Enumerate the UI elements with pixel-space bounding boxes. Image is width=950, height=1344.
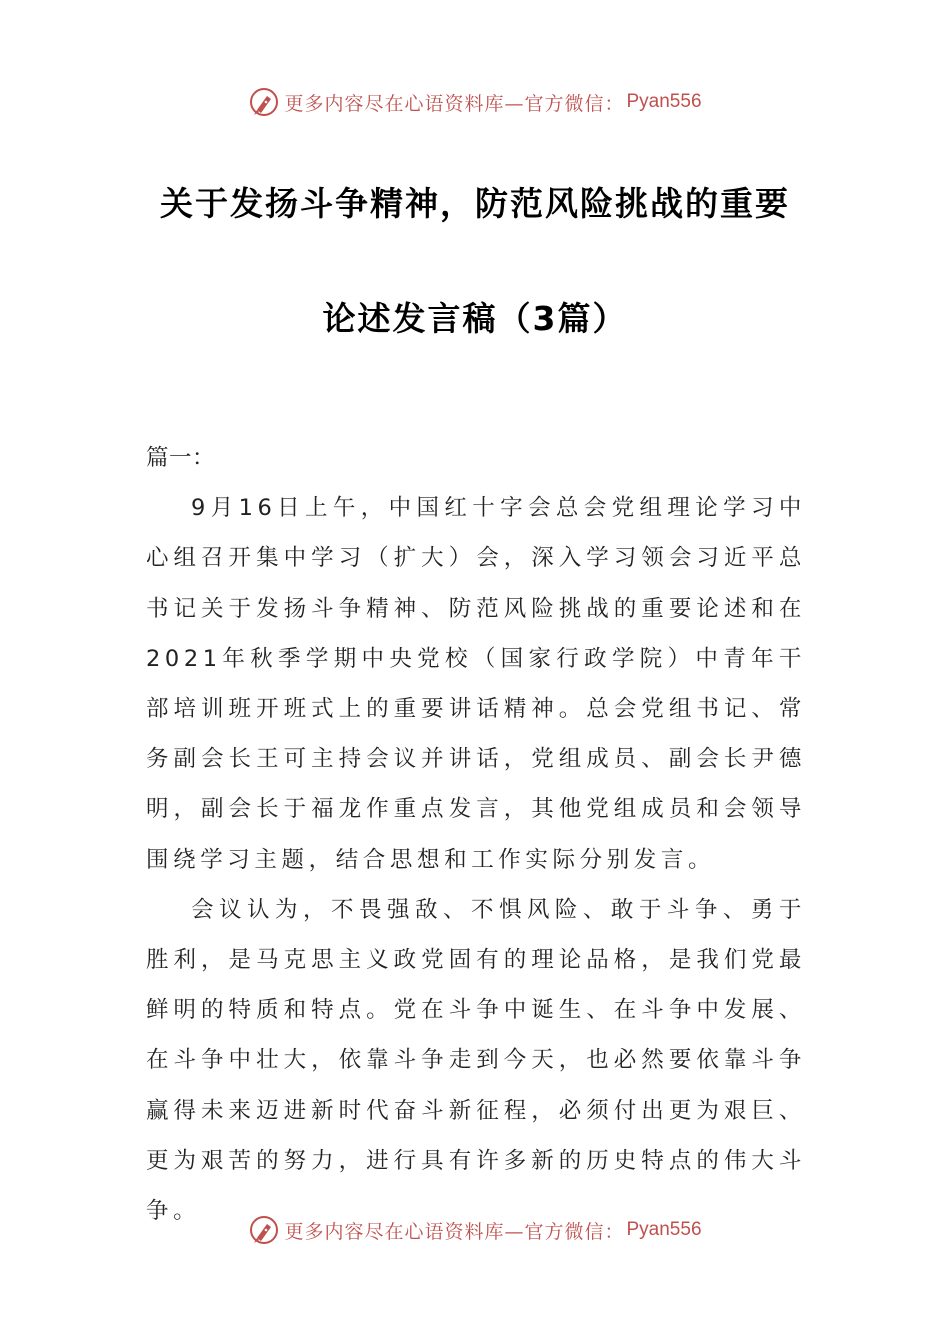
section-label: 篇一： (146, 445, 216, 471)
paragraph-2: 会议认为，不畏强敌、不惧风险、敢于斗争、勇于胜利，是马克思主义政党固有的理论品格，是我们党最鲜明的特质和特点。党在斗争中诞生、在斗争中发展、在斗争中壮大，依靠斗争走到今天，也必然要依靠斗争赢得未来迈进新时代奋斗新征程，必须付出更为艰巨、更为艰苦的努力，进行具有许多新的历史特点的伟大斗争。 (146, 896, 806, 1225)
watermark-wechat-id: Pyan556 (626, 1219, 702, 1240)
watermark-text: 更多内容尽在心语资料库—官方微信： (284, 92, 625, 115)
footer-watermark (0, 1210, 950, 1250)
paragraph-1: 9月16日上午，中国红十字会总会党组理论学习中心组召开集中学习（扩大）会，深入学习领会习近平总书记关于发扬斗争精神、防范风险挑战的重要论述和在2021年秋季学期中央党校（国家行政学院）中青年干部培训班开班式上的重要讲话精神。总会党组书记、常务副会长王可主持会议并讲话，党组成员、副会长尹德明，副会长于福龙作重点发言，其他党组成员和会领导围绕学习主题，结合思想和工作实际分别发言。 (146, 495, 806, 873)
document-body (146, 433, 806, 1236)
pen-nib-icon (248, 86, 280, 118)
watermark-text: 更多内容尽在心语资料库—官方微信： (284, 1220, 625, 1243)
pen-nib-icon (248, 1214, 280, 1246)
document-title-line2: 论述发言稿（3篇） (322, 299, 628, 338)
document-title-line1: 关于发扬斗争精神，防范风险挑战的重要 (160, 184, 790, 223)
watermark-wechat-id: Pyan556 (626, 91, 702, 112)
header-watermark (0, 82, 950, 122)
